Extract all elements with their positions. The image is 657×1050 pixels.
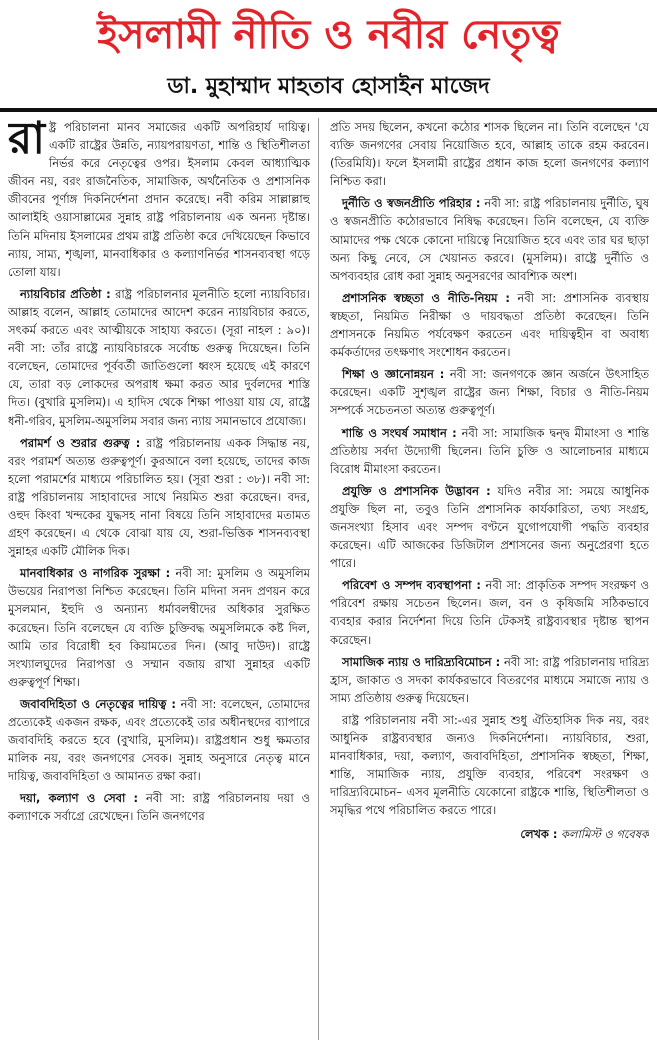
section-body: নবী সা: প্রশাসনিক ব্যবস্থায় স্বচ্ছতা, নিয়মিত নিরীক্ষা ও দায়বদ্ধতা প্রতিষ্ঠা করেছেন। তিনি প্রশাসনকে নিয়মিত পর্যবেক্ষণ করতেন এবং দায়িত্বহীন বা অবাধ্য কর্মকর্তাদের তৎক্ষণাৎ সংশোধন করতেন।: [330, 290, 649, 360]
section-heading: সামাজিক ন্যায় ও দারিদ্র্যবিমোচন :: [342, 654, 501, 669]
section-heading: জবাবদিহিতা ও নেতৃত্বের দায়িত্ব :: [20, 696, 176, 711]
section-body: যদিও নবীর সা: সময়ে আধুনিক প্রযুক্তি ছিল না, তবুও তিনি প্রশাসনিক কার্যকারিতা, তথ্য সংগ্রহ, জনসংখ্যা হিসাব এবং সম্পদ বণ্টনে যুগোপযোগী পদ্ধতি ব্যবহার করেছেন। এটি আজকের ডিজিটাল প্রশাসনের জন্য অনুপ্রেরণা হতে পারে।: [330, 483, 649, 571]
section-paragraph: [330, 653, 649, 707]
section-heading: প্রযুক্তি ও প্রশাসনিক উদ্ভাবন :: [342, 483, 491, 498]
section-paragraph: [330, 194, 649, 284]
conclusion-paragraph: রাষ্ট্র পরিচালনায় নবী সা:-এর সুন্নাহ শুধু ঐতিহাসিক দিক নয়, বরং আধুনিক রাষ্ট্রব্যবস্থার জন্যও দিকনির্দেশনা। ন্যায়বিচার, শুরা, মানবাধিকার, দয়া, কল্যাণ, জবাবদিহিতা, প্রশাসনিক স্বচ্ছতা, শিক্ষা, শান্তি, সামাজিক ন্যায়, প্রযুক্তি ব্যবহার, পরিবেশ সংরক্ষণ ও দারিদ্র্যবিমোচন– এসব মূলনীতি যেকোনো রাষ্ট্রকে শান্তি, স্থিতিশীলতা ও সমৃদ্ধির পথে পরিচালিত করতে পারে।: [330, 712, 649, 818]
section-paragraph: [8, 695, 310, 785]
section-body: নবী সা: রাষ্ট্র পরিচালনায় দারিদ্র্য হ্রাস, জাকাত ও সদকা কার্যকরভাবে বিতরণের মাধ্যমে সমাজে ন্যায় ও সাম্য প্রতিষ্ঠায় গুরুত্ব দিয়েছেন।: [330, 654, 649, 705]
section-paragraph: [8, 789, 310, 825]
section-heading: পরামর্শ ও শুরার গুরুত্ব :: [20, 435, 141, 450]
section-paragraph: [330, 365, 649, 419]
column-divider: [318, 118, 319, 1040]
section-heading: পরিবেশ ও সম্পদ ব্যবস্থাপনা :: [342, 578, 481, 593]
section-paragraph: [8, 434, 310, 561]
section-paragraph: [8, 285, 310, 430]
intro-paragraph: [8, 118, 310, 281]
section-paragraph: [330, 289, 649, 361]
section-heading: প্রশাসনিক স্বচ্ছতা ও নীতি-নিয়ম :: [342, 290, 510, 305]
right-column: [330, 118, 649, 1040]
section-body: নবী সা: মুসলিম ও অমুসলিম উভয়ের নিরাপত্তা নিশ্চিত করেছেন। তিনি মদিনা সনদ প্রণয়ন করে মুসলমান, ইহুদি ও অন্যান্য ধর্মাবলম্বীদের অধিকার সুরক্ষিত করেছেন। তিনি বলেছেন যে ব্যক্তি চুক্তিবদ্ধ অমুসলিমকে কষ্ট দিল, আমি তার বিরোধী হব কিয়ামতের দিন। (আবু দাউদ)। রাষ্ট্রে সংখ্যালঘুদের নিরাপত্তা ও সম্মান বজায় রাখা সুন্নাহর একটি গুরুত্বপূর্ণ শিক্ষা।: [8, 566, 310, 689]
section-paragraph: [330, 482, 649, 572]
author-label: লেখক :: [520, 827, 558, 842]
section-body: রাষ্ট্র পরিচালনার মূলনীতি হলো ন্যায়বিচার। আল্লাহ বলেন, আল্লাহ তোমাদের আদেশ করেন ন্যায়বিচার করতে, সৎকর্ম করতে এবং আত্মীয়কে সাহায্য করতে। (সূরা নাহল : ৯০)। নবী সা: তাঁর রাষ্ট্রে ন্যায়বিচারকে সর্বোচ্চ গুরুত্ব দিয়েছেন। তিনি বলেছেন, তোমাদের পূর্ববর্তী জাতিগুলো ধ্বংস হয়েছে এই কারণে যে, তারা বড় লোকদের অপরাধ ক্ষমা করত আর দুর্বলদের শাস্তি দিত। (বুখারি মুসলিম)। এ হাদিস থেকে শিক্ষা পাওয়া যায় যে, রাষ্ট্রে ধনী-গরিব, মুসলিম-অমুসলিম সবার জন্য ন্যায় সমানভাবে প্রযোজ্য।: [8, 286, 310, 428]
section-body: নবী সা: সামাজিক দ্বন্দ্ব মীমাংসা ও শান্তি প্রতিষ্ঠায় সর্বদা উদ্যোগী ছিলেন। তিনি চুক্তি ও আলোচনার মাধ্যমে বিরোধ মীমাংসা করতেন।: [330, 425, 649, 476]
section-body: নবী সা: বলেছেন, তোমাদের প্রত্যেকেই একজন রক্ষক, এবং প্রত্যেকেই তার অধীনস্থদের ব্যাপারে জবাবদিহি করতে হবে (বুখারি, মুসলিম)। রাষ্ট্রপ্রধান শুধু ক্ষমতার মালিক নয়, বরং জনগণের সেবক। সুন্নাহ অনুসারে নেতৃত্ব মানে দায়িত্ব, জবাবদিহিতা ও আমানত রক্ষা করা।: [8, 696, 310, 784]
section-body: নবী সা: প্রাকৃতিক সম্পদ সংরক্ষণ ও পরিবেশ রক্ষায় সচেতন ছিলেন। জল, বন ও কৃষিজমি সঠিকভাবে ব্যবহার করার নির্দেশনা দিয়ে তিনি টেকসই রাষ্ট্রব্যবস্থার দৃষ্টান্ত স্থাপন করেছেন।: [330, 578, 649, 647]
section-body: নবী সা: রাষ্ট্র পরিচালনায় দয়া ও কল্যাণকে সর্বাগ্রে রেখেছেন। তিনি জনগণের: [8, 791, 310, 824]
section-paragraph: [330, 576, 649, 648]
section-body: নবী সা: রাষ্ট্র পরিচালনায় দুর্নীতি, ঘুষ ও স্বজনপ্রীতি কঠোরভাবে নিষিদ্ধ করেছেন। তিনি বলেছেন, যে ব্যক্তি আমাদের পক্ষ থেকে কোনো দায়িত্বে নিয়োজিত হবে এবং তার ঘর ছাড়া অন্য কিছু নেবে, সে খেয়ানত করবে। (মুসলিম)। রাষ্ট্রে দুর্নীতি ও অপব্যবহার রোধ করা সুন্নাহ অনুসরণের আবশ্যিক অংশ।: [330, 196, 649, 283]
section-heading: মানবাধিকার ও নাগরিক সুরক্ষা :: [20, 566, 171, 581]
section-heading: শান্তি ও সংঘর্ষ সমাধান :: [342, 425, 457, 440]
section-heading: দয়া, কল্যাণ ও সেবা :: [20, 791, 139, 806]
section-heading: ন্যায়বিচার প্রতিষ্ঠা :: [20, 286, 111, 301]
article-title: ইসলামী নীতি ও নবীর নেতৃত্ব: [97, 12, 560, 58]
header-divider: [0, 108, 657, 112]
author-byline: ডা. মুহাম্মাদ মাহতাব হোসাইন মাজেদ: [167, 74, 490, 99]
section-paragraph: [8, 564, 310, 691]
author-description: কলামিস্ট ও গবেষক: [561, 827, 649, 842]
section-heading: শিক্ষা ও জ্ঞানোন্নয়ন :: [342, 367, 445, 382]
dropcap: রা: [8, 118, 45, 164]
section-heading: দুর্নীতি ও স্বজনপ্রীতি পরিহার :: [342, 196, 481, 211]
section-body: রাষ্ট্র পরিচালনায় একক সিদ্ধান্ত নয়, বরং পরামর্শ অত্যন্ত গুরুত্বপূর্ণ। কুরআনে বলা হয়েছে, তাদের কাজ হলো পরামর্শের মাধ্যমে পরিচালিত হয়। (সূরা শুরা : ৩৮)। নবী সা: রাষ্ট্র পরিচালনায় সাহাবাদের সাথে নিয়মিত শুরা করেছেন। বদর, ওহুদ কিংবা খন্দকের যুদ্ধসহ নানা বিষয়ে তিনি সাহাবাদের মতামত গ্রহণ করেছেন। এ থেকে বোঝা যায় যে, শুরা-ভিত্তিক শাসনব্যবস্থা সুন্নাহর একটি মৌলিক দিক।: [8, 435, 310, 559]
left-column: [8, 118, 310, 1040]
author-note: [330, 825, 649, 843]
continuation-paragraph: প্রতি সদয় ছিলেন, কখনো কঠোর শাসক ছিলেন না। তিনি বলেছেন 'যে ব্যক্তি জনগণের সেবায় নিয়োজিত হবে, আল্লাহ তাকে রহম করবেন। (তিরমিযি)। ফলে ইসলামী রাষ্ট্রের প্রধান কাজ হলো জনগণের কল্যাণ নিশ্চিত করা।: [330, 120, 649, 189]
section-body: নবী সা: জনগণকে জ্ঞান অর্জনে উৎসাহিত করেছেন। একটি সুশৃঙ্খল রাষ্ট্রের জন্য শিক্ষা, বিচার ও নীতি-নিয়ম সম্পর্কে সচেতনতা অত্যন্ত গুরুত্বপূর্ণ।: [330, 367, 649, 418]
intro-text: ষ্ট্র পরিচালনা মানব সমাজের একটি অপরিহার্য দায়িত্ব। একটি রাষ্ট্রের উন্নতি, ন্যায়পরায়ণতা, শান্তি ও স্থিতিশীলতা নির্ভর করে নেতৃত্বের ওপর। ইসলাম কেবল আধ্যাত্মিক জীবন নয়, বরং রাজনৈতিক, সামাজিক, অর্থনৈতিক ও প্রশাসনিক জীবনের পূর্ণাঙ্গ দিকনির্দেশনা প্রদান করেছে। নবী করিম সাল্লাল্লাহু আলাইহি ওয়াসাল্লামের সুন্নাহ রাষ্ট্র পরিচালনায় এক অনন্য দৃষ্টান্ত। তিনি মদিনায় ইসলামের প্রথম রাষ্ট্র প্রতিষ্ঠা করে দেখিয়েছেন কিভাবে ন্যায়, সাম্য, শৃঙ্খলা, মানবাধিকার ও কল্যাণনির্ভর শাসনব্যবস্থা গড়ে তোলা যায়।: [8, 120, 310, 279]
section-paragraph: [330, 424, 649, 478]
